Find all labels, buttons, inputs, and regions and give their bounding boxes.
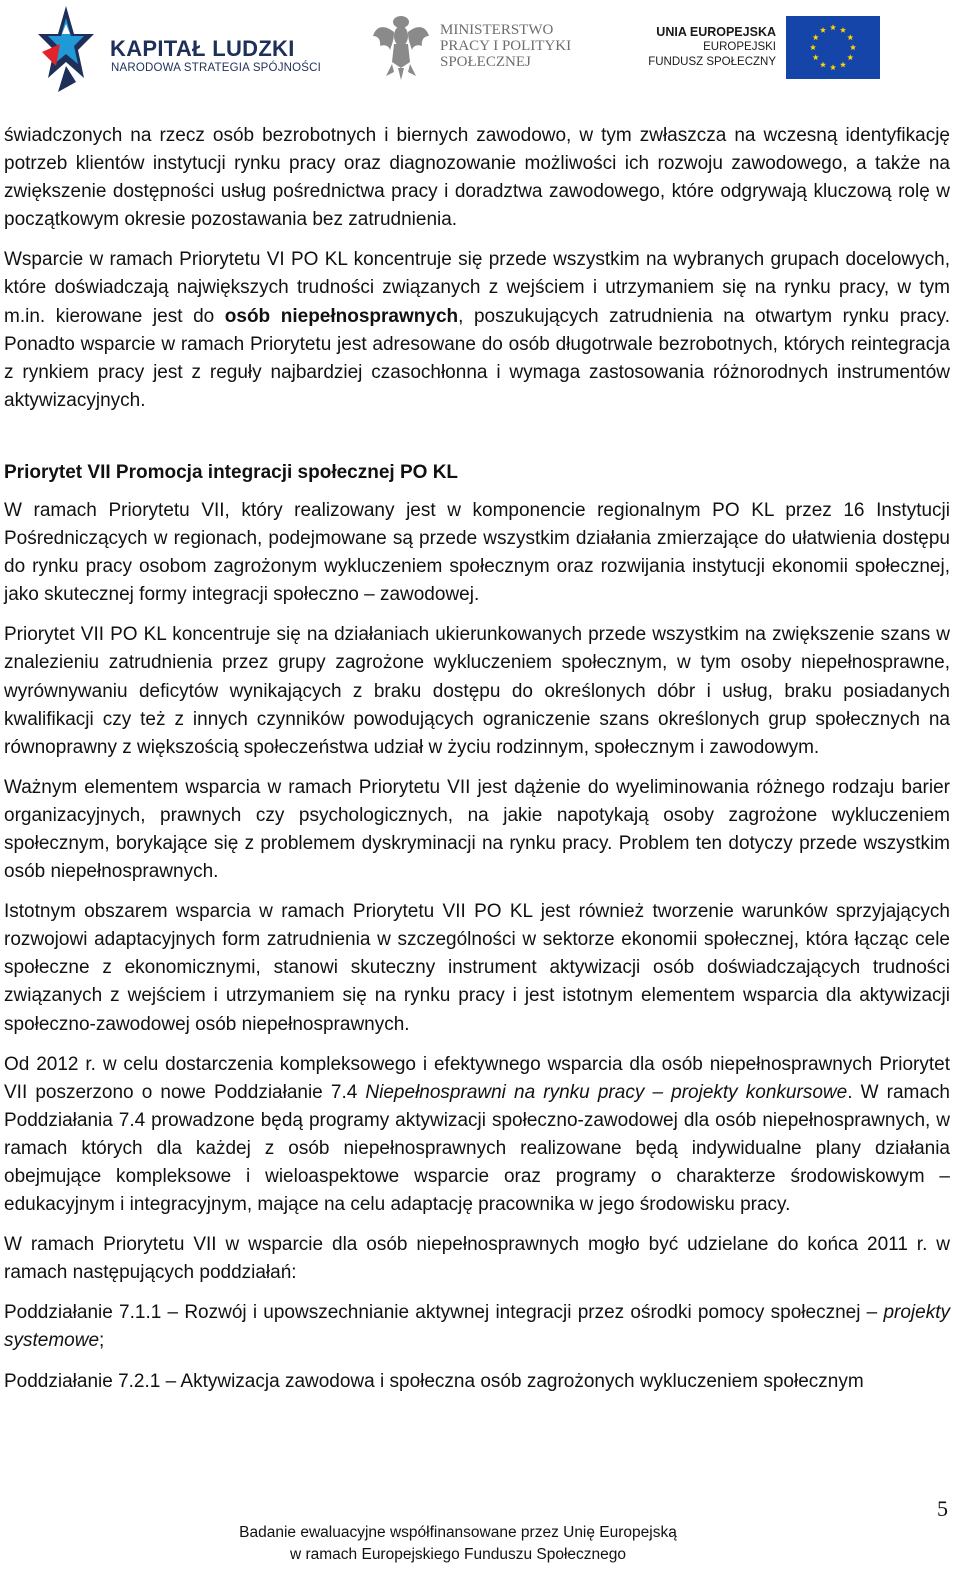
document-body bbox=[4, 122, 950, 1408]
ministry-name bbox=[440, 22, 571, 70]
section-heading: Priorytet VII Promocja integracji społecznej PO KL bbox=[4, 461, 459, 483]
paragraph-7 bbox=[4, 1051, 950, 1220]
paragraph-3: W ramach Priorytetu VII, który realizowany jest w komponencie regionalnym PO KL przez 16 Instytucji Pośredniczących w regionach, podejmowane są przede wszystkim działania zmierzające do ułatwienia dostępu do rynku pracy osobom zagrożonym wykluczeniem społecznym oraz rozwijania instytucji ekonomii społecznej, jako skutecznej formy integracji społeczno – zawodowej. bbox=[4, 499, 950, 606]
paragraph-9-italic: projekty systemowe bbox=[4, 1302, 950, 1352]
page-footer bbox=[0, 1522, 916, 1566]
footer-line1: Badanie ewaluacyjne współfinansowane przez Unię Europejską bbox=[239, 1524, 677, 1541]
kapital-ludzki-title: KAPITAŁ LUDZKI bbox=[110, 36, 295, 61]
paragraph-1: świadczonych na rzecz osób bezrobotnych i biernych zawodowo, w tym zwłaszcza na wczesną identyfikację potrzeb klientów instytucji rynku pracy oraz diagnozowanie możliwości ich rozwoju zawodowego, a także na zwiększenie dostępności usług pośrednictwa pracy i doradztwa zawodowego, które odgrywają kluczową rolę w początkowym okresie pozostawania bez zatrudnienia. bbox=[4, 125, 950, 231]
page-number: 5 bbox=[937, 1496, 948, 1521]
eu-fund-logo bbox=[648, 16, 888, 82]
eu-line1: UNIA EUROPEJSKA bbox=[656, 25, 776, 39]
kapital-ludzki-logo bbox=[36, 4, 336, 96]
paragraph-6: Istotnym obszarem wsparcia w ramach Priorytetu VII PO KL jest również tworzenie warunków sprzyjających rozwojowi adaptacyjnych form zatrudnienia w szczególności w sektorze ekonomii społecznej, która łącząc cele społeczne z ekonomicznymi, stanowi skuteczny instrument aktywizacji osób doświadczających trudności związanych z wejściem i utrzymaniem się na rynku pracy i jest istotnym elementem wsparcia dla aktywizacji społeczno-zawodowej osób niepełnosprawnych. bbox=[4, 901, 950, 1035]
paragraph-5: Ważnym elementem wsparcia w ramach Priorytetu VII jest dążenie do wyeliminowania różnego rodzaju barier organizacyjnych, prawnych czy psychologicznych, na jakie napotykają osoby zagrożone wykluczeniem społecznym, borykające się z problemem dyskryminacji na rynku pracy. Problem ten dotyczy przede wszystkim osób niepełnosprawnych. bbox=[4, 776, 950, 883]
ministry-line2: PRACY I POLITYKI bbox=[440, 38, 572, 54]
ministry-line1: MINISTERSTWO bbox=[440, 22, 554, 38]
paragraph-2 bbox=[4, 246, 950, 415]
paragraph-4: Priorytet VII PO KL koncentruje się na działaniach ukierunkowanych przede wszystkim na zwiększenie szans w znalezieniu zatrudnienia przez grupy zagrożone wykluczeniem społecznym, w tym osoby niepełnosprawne, wyrównywaniu deficytów wynikających z braku dostępu do określonych dóbr i usług, braku posiadanych kwalifikacji czy też z innych czynników powodujących ograniczenie szans określonych grup społecznych na równoprawny z większością społeczeństwa udział w życiu rodzinnym, społecznym i zawodowym. bbox=[4, 624, 950, 758]
paragraph-2-part-a: Wsparcie w ramach Priorytetu VI PO KL koncentruje się przede wszystkim na wybranych grupach docelowych, które doświadczają największych trudności związanych z wejściem i utrzymaniem się na rynku pracy, w tym m.in. kierowane jest do bbox=[4, 249, 950, 327]
paragraph-2-part-b: , poszukujących zatrudnienia na otwartym rynku pracy. Ponadto wsparcie w ramach Priorytetu jest adresowane do osób długotrwale bezrobotnych, których reintegracja z rynkiem pracy jest z reguły najbardziej czasochłonna i wymaga zastosowania różnorodnych instrumentów aktywizacyjnych. bbox=[4, 305, 950, 411]
eagle-emblem-icon bbox=[372, 14, 430, 80]
eu-flag-icon bbox=[786, 16, 880, 79]
paragraph-9-part-b: ; bbox=[99, 1330, 105, 1352]
ministry-logo bbox=[372, 14, 592, 84]
eu-line2: EUROPEJSKI bbox=[703, 41, 776, 53]
paragraph-9 bbox=[4, 1299, 950, 1355]
ministry-line3: SPOŁECZNEJ bbox=[440, 54, 531, 70]
paragraph-2-bold: osób niepełnosprawnych bbox=[224, 305, 459, 327]
page-header bbox=[0, 0, 960, 100]
eu-line3: FUNDUSZ SPOŁECZNY bbox=[648, 56, 776, 68]
paragraph-9-part-a: Poddziałanie 7.1.1 – Rozwój i upowszechnianie aktywnej integracji przez ośrodki pomocy społecznej – bbox=[4, 1302, 884, 1324]
paragraph-7-part-b: . W ramach Poddziałania 7.4 prowadzone będą programy aktywizacji społeczno-zawodowej dla osób niepełnosprawnych, w ramach których dla każdej z osób niepełnosprawnych realizowane będą indywidualne plany działania obejmujące kompleksowe i wieloaspektowe wsparcie oraz programy o charakterze środowiskowym – edukacyjnym i integracyjnym, mające na celu adaptację pracownika w jego środowisku pracy. bbox=[4, 1081, 951, 1216]
paragraph-7-italic: Niepełnosprawni na rynku pracy – projekty konkursowe bbox=[365, 1081, 848, 1103]
eu-fund-name bbox=[648, 25, 776, 70]
kapital-ludzki-subtitle: NARODOWA STRATEGIA SPÓJNOŚCI bbox=[111, 62, 322, 74]
paragraph-7-part-a: Od 2012 r. w celu dostarczenia kompleksowego i efektywnego wsparcia dla osób niepełnosprawnych Priorytet VII poszerzono o nowe Poddziałanie 7.4 bbox=[4, 1053, 950, 1103]
footer-line2: w ramach Europejskiego Funduszu Społecznego bbox=[289, 1546, 627, 1563]
kapital-ludzki-star-icon bbox=[36, 4, 96, 96]
paragraph-8: W ramach Priorytetu VII w wsparcie dla osób niepełnosprawnych mogło być udzielane do końca 2011 r. w ramach następujących poddziałań: bbox=[4, 1234, 950, 1284]
paragraph-10: Poddziałanie 7.2.1 – Aktywizacja zawodowa i społeczna osób zagrożonych wykluczeniem społecznym bbox=[4, 1370, 864, 1392]
